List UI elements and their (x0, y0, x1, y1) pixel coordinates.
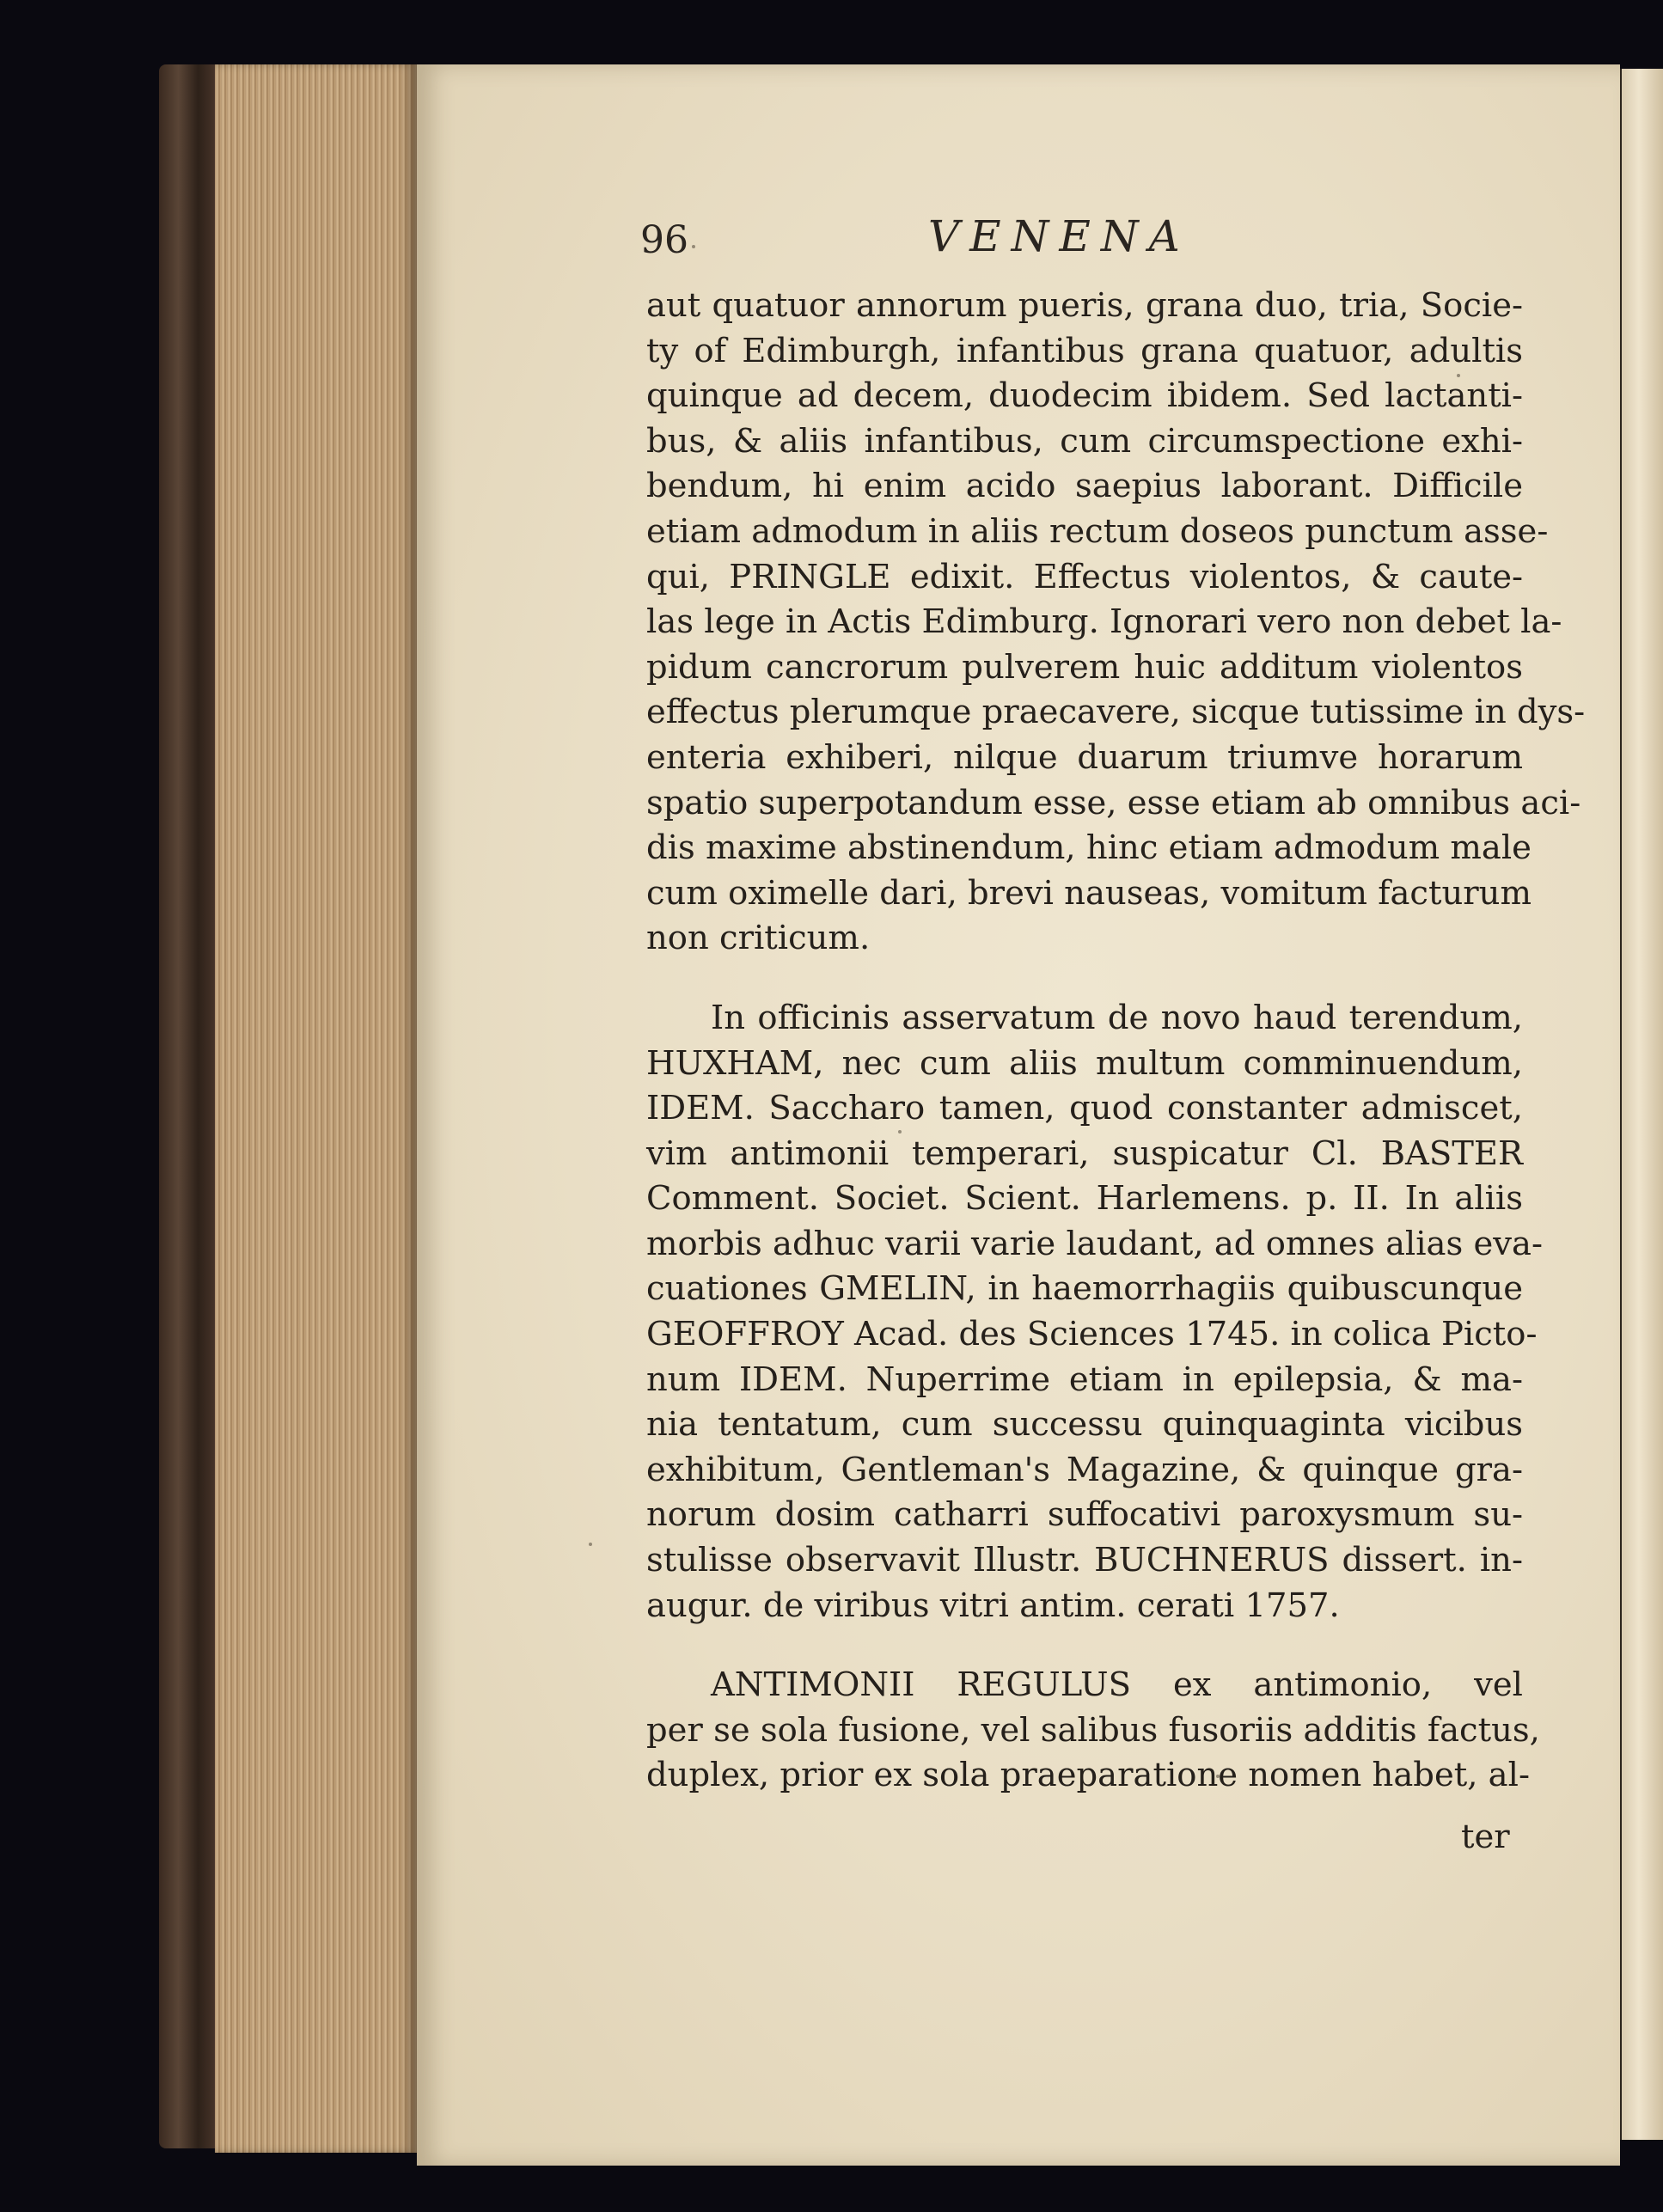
text-line: pidum cancrorum pulverem huic additum violentos (646, 647, 1523, 687)
text-line: vim antimonii temperari, suspicatur Cl. BASTER (646, 1133, 1523, 1173)
paragraph-gap (646, 1628, 1523, 1663)
running-title: VENENA (928, 211, 1190, 261)
text-line: exhibitum, Gentleman's Magazine, & quinque gra- (646, 1450, 1523, 1489)
text-line: qui, PRINGLE edixit. Effectus violentos, & caute- (646, 557, 1523, 596)
text-line: effectus plerumque praecavere, sicque tutissime in dys- (646, 693, 1586, 732)
text-line: quinque ad decem, duodecim ibidem. Sed lactanti- (646, 376, 1523, 416)
text-line: HUXHAM, nec cum aliis multum comminuendum, (646, 1043, 1523, 1083)
body-text (646, 284, 1586, 1799)
text-line: In officinis asservatum de novo haud terendum, (711, 998, 1523, 1037)
text-line: num IDEM. Nuperrime etiam in epilepsia, & ma- (646, 1360, 1523, 1399)
text-line: cuationes GMELIN, in haemorrhagiis quibuscunque (646, 1269, 1523, 1309)
text-line: non criticum. (646, 919, 871, 958)
text-line: ty of Edimburgh, infantibus grana quatuor, adultis (646, 331, 1523, 370)
page-header (640, 206, 1242, 275)
text-line: bus, & aliis infantibus, cum circumspectione exhi- (646, 421, 1523, 461)
text-line: IDEM. Saccharo tamen, quod constanter admiscet, (646, 1089, 1523, 1128)
text-line: bendum, hi enim acido saepius laborant. Difficile (646, 467, 1523, 506)
text-line: nia tentatum, cum successu quinquaginta vicibus (646, 1405, 1523, 1445)
text-line: GEOFFROY Acad. des Sciences 1745. in colica Picto- (646, 1315, 1538, 1354)
text-line: norum dosim catharri suffocativi paroxysmum su- (646, 1495, 1523, 1535)
text-line: ANTIMONII REGULUS ex antimonio, vel (711, 1665, 1523, 1705)
text-line: enteria exhiberi, nilque duarum triumve horarum (646, 737, 1523, 777)
text-line: duplex, prior ex sola praeparatione nomen habet, al- (646, 1756, 1530, 1795)
text-line: per se sola fusione, vel salibus fusoriis additis factus, (646, 1710, 1540, 1750)
text-line: augur. de viribus vitri antim. cerati 1757. (646, 1586, 1340, 1625)
paragraph-gap (646, 962, 1523, 996)
text-line: las lege in Actis Edimburg. Ignorari vero non debet la- (646, 602, 1562, 642)
text-line: etiam admodum in aliis rectum doseos punctum asse- (646, 511, 1549, 551)
page-edges-stack (215, 64, 417, 2153)
facing-page-edge (1620, 69, 1663, 2140)
page-number: 96 (640, 218, 688, 262)
text-line: Comment. Societ. Scient. Harlemens. p. II. In aliis (646, 1179, 1523, 1219)
catchword: ter (1461, 1818, 1510, 1856)
text-line: morbis adhuc varii varie laudant, ad omnes alias eva- (646, 1224, 1543, 1263)
book-cover-edge (159, 64, 215, 2148)
text-line: dis maxime abstinendum, hinc etiam admodum male (646, 828, 1532, 868)
text-line: cum oximelle dari, brevi nauseas, vomitum facturum (646, 873, 1532, 913)
text-line: aut quatuor annorum pueris, grana duo, tria, Socie- (646, 286, 1523, 325)
text-line: stulisse observavit Illustr. BUCHNERUS dissert. in- (646, 1541, 1523, 1580)
text-line: spatio superpotandum esse, esse etiam ab omnibus aci- (646, 783, 1581, 822)
